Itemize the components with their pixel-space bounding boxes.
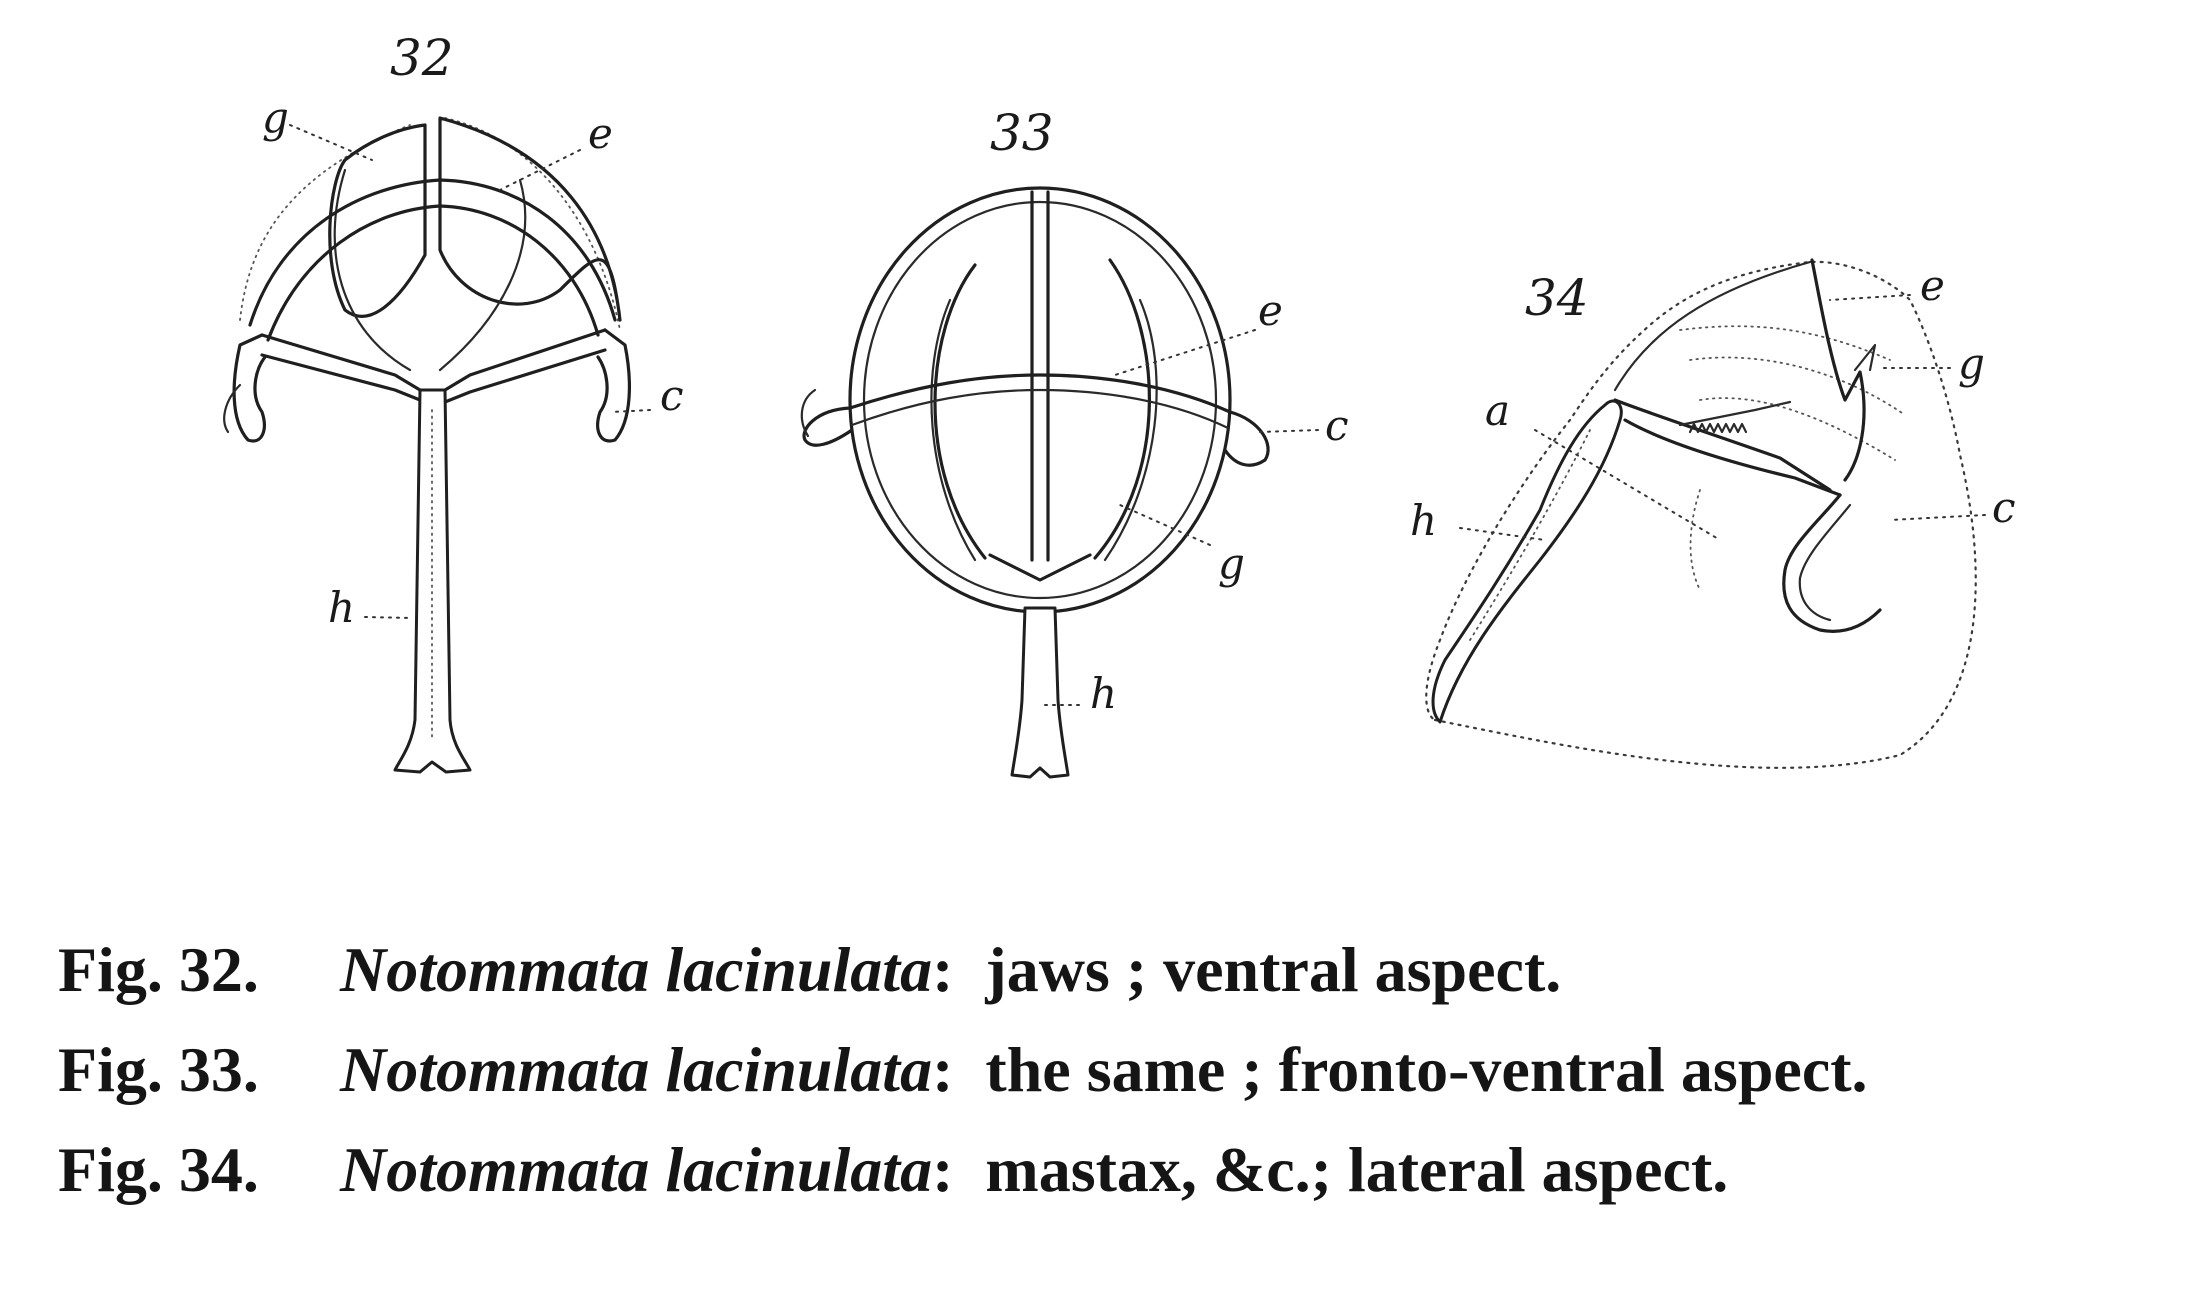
caption-fig-34-colon: : xyxy=(932,1134,954,1205)
caption-fig-33-species: Notommata lacinulata xyxy=(340,1034,933,1105)
figure-34-label-c: c xyxy=(1992,483,2016,532)
figure-33-label-c: c xyxy=(1325,401,1349,450)
figure-32-label-c: c xyxy=(660,371,684,420)
figure-32-number: 32 xyxy=(390,29,454,87)
figure-captions xyxy=(58,920,2178,1220)
caption-fig-32-colon: : xyxy=(932,934,954,1005)
figure-32-label-h: h xyxy=(328,583,356,632)
figure-32-label-e: e xyxy=(588,109,613,158)
caption-fig-33-colon: : xyxy=(932,1034,954,1105)
figure-33-label-h: h xyxy=(1090,669,1118,718)
figure-33-drawing xyxy=(802,104,1349,777)
figure-32-label-g: g xyxy=(262,93,289,142)
caption-fig-34 xyxy=(58,1120,2178,1220)
figure-34-label-g: g xyxy=(1958,339,1985,388)
figure-33-label-e: e xyxy=(1258,286,1283,335)
figure-34-number: 34 xyxy=(1525,269,1589,327)
caption-fig-32-species: Notommata lacinulata xyxy=(340,934,933,1005)
figure-33-label-g: g xyxy=(1218,539,1245,588)
caption-fig-32 xyxy=(58,920,2178,1020)
figure-33-number: 33 xyxy=(990,104,1054,162)
caption-fig-32-description: jaws ; ventral aspect. xyxy=(985,934,1562,1005)
caption-fig-33-number: Fig. 33. xyxy=(58,1034,259,1105)
figure-32-drawing xyxy=(224,29,683,772)
figure-34-label-h: h xyxy=(1410,496,1438,545)
caption-fig-33 xyxy=(58,1020,2178,1120)
caption-fig-33-description: the same ; fronto-ventral aspect. xyxy=(985,1034,1868,1105)
figure-34-drawing xyxy=(1410,260,2016,768)
caption-fig-34-species: Notommata lacinulata xyxy=(340,1134,933,1205)
caption-fig-32-number: Fig. 32. xyxy=(58,934,259,1005)
figure-34-label-e: e xyxy=(1920,261,1945,310)
figure-34-label-a: a xyxy=(1485,386,1511,435)
caption-fig-34-number: Fig. 34. xyxy=(58,1134,259,1205)
caption-fig-34-description: mastax, &c.; lateral aspect. xyxy=(985,1134,1729,1205)
